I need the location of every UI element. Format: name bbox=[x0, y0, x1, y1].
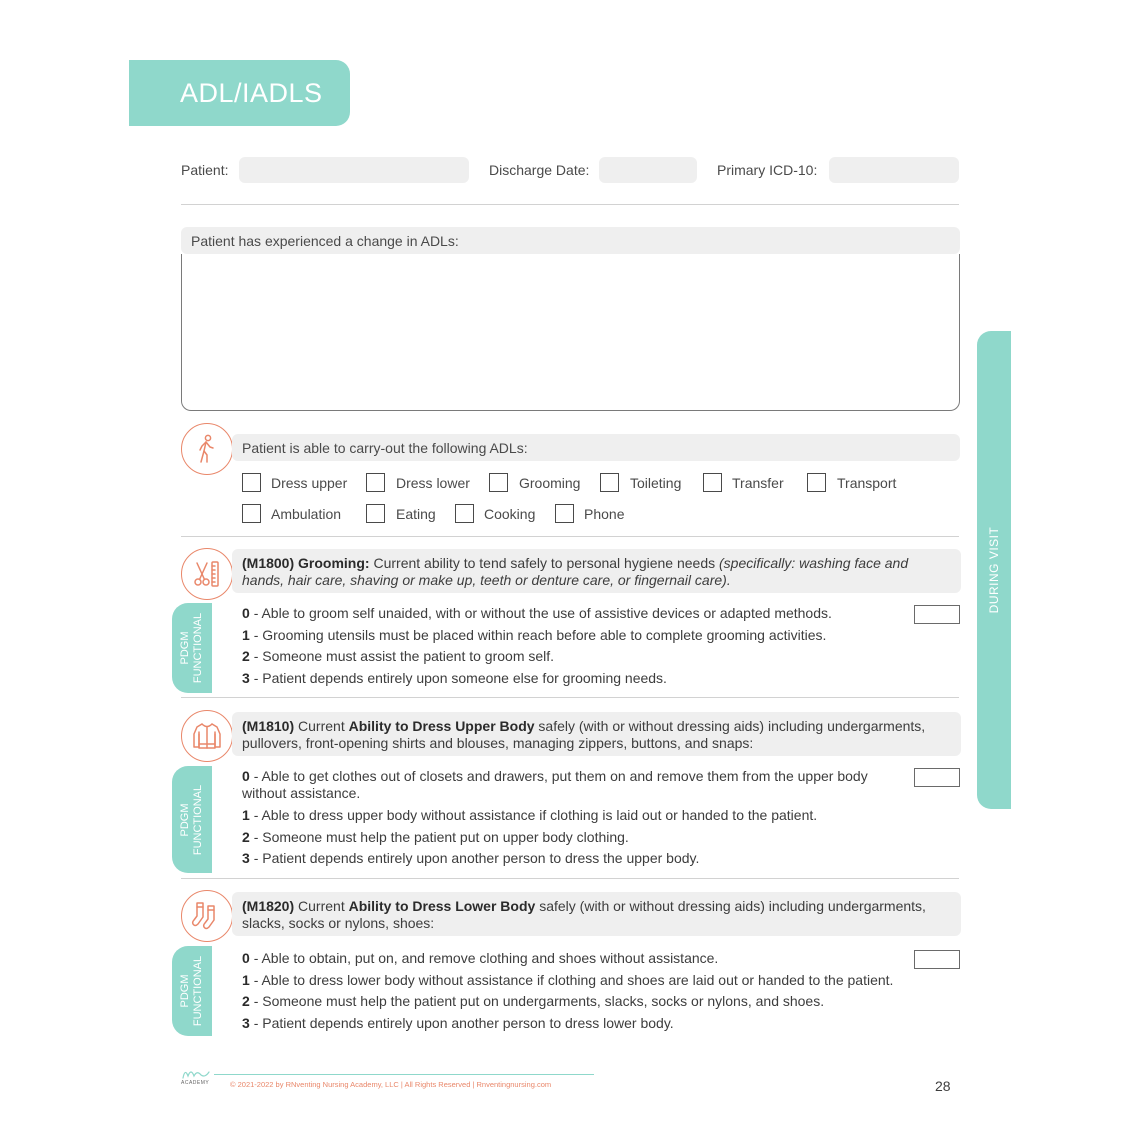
checkbox-dress-lower[interactable] bbox=[366, 473, 385, 492]
footer-rule bbox=[214, 1074, 594, 1075]
adl-change-textarea[interactable] bbox=[181, 254, 960, 411]
adl-change-header bbox=[181, 227, 960, 254]
m1820-code: (M1820) bbox=[242, 898, 295, 914]
ambulation-label: Ambulation bbox=[271, 506, 342, 522]
during-visit-label: DURING VISIT bbox=[987, 526, 1001, 614]
divider bbox=[181, 536, 959, 537]
pdgm-functional-tab bbox=[172, 766, 212, 873]
adl-change-label: Patient has experienced a change in ADLs: bbox=[191, 233, 459, 249]
m1820-option-0[interactable]: 0 - Able to obtain, put on, and remove clothing and shoes without assistance. bbox=[242, 950, 719, 966]
checkbox-cooking[interactable] bbox=[455, 504, 474, 523]
cooking-label: Cooking bbox=[484, 506, 536, 522]
m1810-option-1[interactable]: 1 - Able to dress upper body without assistance if clothing is laid out or handed to the patient. bbox=[242, 807, 818, 823]
checkbox-eating[interactable] bbox=[366, 504, 385, 523]
transfer-label: Transfer bbox=[732, 475, 784, 491]
checkbox-ambulation[interactable] bbox=[242, 504, 261, 523]
m1800-option-0[interactable]: 0 - Able to groom self unaided, with or without the use of assistive devices or adapted methods. bbox=[242, 605, 832, 621]
toileting-label: Toileting bbox=[630, 475, 682, 491]
pdgm-functional-label: PDGM FUNCTIONAL bbox=[179, 784, 204, 855]
m1800-code: (M1800) bbox=[242, 555, 295, 571]
divider bbox=[181, 204, 959, 205]
transport-label: Transport bbox=[837, 475, 897, 491]
checkbox-transfer[interactable] bbox=[703, 473, 722, 492]
dress-lower-label: Dress lower bbox=[396, 475, 470, 491]
m1810-option-0[interactable]: 0 - Able to get clothes out of closets and drawers, put them on and remove them from the upper body without assistance. bbox=[242, 768, 868, 801]
checkbox-dress-upper[interactable] bbox=[242, 473, 261, 492]
scissors-comb-icon bbox=[181, 548, 233, 600]
page-number: 28 bbox=[935, 1078, 951, 1094]
dress-upper-label: Dress upper bbox=[271, 475, 348, 491]
m1820-option-2[interactable]: 2 - Someone must help the patient put on undergarments, slacks, socks or nylons, and shoes. bbox=[242, 993, 825, 1009]
primary-icd-field[interactable] bbox=[829, 157, 959, 183]
checkbox-grooming[interactable] bbox=[489, 473, 508, 492]
m1800-option-1[interactable]: 1 - Grooming utensils must be placed within reach before able to complete grooming activities. bbox=[242, 627, 827, 643]
checkbox-transport[interactable] bbox=[807, 473, 826, 492]
logo-text: ACADEMY bbox=[181, 1080, 210, 1086]
m1820-name: Ability to Dress Lower Body bbox=[348, 898, 536, 914]
m1810-desc: safely (with or without dressing aids) including undergarments, pullovers, front-opening shirts and blouses, managing zippers, buttons, and snaps: bbox=[242, 718, 926, 751]
m1820-answer-box[interactable] bbox=[914, 950, 960, 969]
adl-carry-label: Patient is able to carry-out the following ADLs: bbox=[242, 440, 528, 456]
discharge-date-field[interactable] bbox=[599, 157, 697, 183]
phone-label: Phone bbox=[584, 506, 625, 522]
checkbox-phone[interactable] bbox=[555, 504, 574, 523]
patient-label: Patient: bbox=[181, 162, 229, 178]
pdgm-functional-tab bbox=[172, 946, 212, 1036]
primary-icd-label: Primary ICD-10: bbox=[717, 162, 818, 178]
m1820-header bbox=[232, 892, 961, 936]
checkbox-toileting[interactable] bbox=[600, 473, 619, 492]
m1820-option-3[interactable]: 3 - Patient depends entirely upon another person to dress lower body. bbox=[242, 1015, 674, 1031]
m1800-option-3[interactable]: 3 - Patient depends entirely upon someone else for grooming needs. bbox=[242, 670, 667, 686]
m1810-answer-box[interactable] bbox=[914, 768, 960, 787]
m1810-option-2[interactable]: 2 - Someone must help the patient put on upper body clothing. bbox=[242, 829, 629, 845]
m1810-question: (M1810) Current Ability to Dress Upper Body safely (with or without dressing aids) including undergarments, pullovers, front-opening shirts and blouses, managing zippers, buttons, and snaps: bbox=[242, 718, 926, 751]
pdgm-functional-tab bbox=[172, 603, 212, 693]
m1810-code: (M1810) bbox=[242, 718, 295, 734]
m1810-option-3[interactable]: 3 - Patient depends entirely upon another person to dress the upper body. bbox=[242, 850, 700, 866]
m1800-answer-box[interactable] bbox=[914, 605, 960, 624]
sweater-icon bbox=[181, 710, 233, 762]
m1800-desc: Current ability to tend safely to personal hygiene needs bbox=[373, 555, 716, 571]
page-title-tab bbox=[129, 60, 350, 126]
divider bbox=[181, 697, 959, 698]
discharge-date-label: Discharge Date: bbox=[489, 162, 590, 178]
eating-label: Eating bbox=[396, 506, 436, 522]
divider bbox=[181, 878, 959, 879]
during-visit-tab bbox=[977, 331, 1011, 809]
adl-carry-header bbox=[232, 434, 960, 461]
m1800-question bbox=[242, 555, 947, 589]
m1820-question: (M1820) Current Ability to Dress Lower Body safely (with or without dressing aids) including undergarments, slacks, socks or nylons, shoes: bbox=[242, 898, 926, 931]
m1800-option-2[interactable]: 2 - Someone must assist the patient to groom self. bbox=[242, 648, 555, 664]
academy-logo bbox=[181, 1066, 211, 1084]
m1810-name: Ability to Dress Upper Body bbox=[348, 718, 535, 734]
m1820-desc: safely (with or without dressing aids) including undergarments, slacks, socks or nylons, shoes: bbox=[242, 898, 926, 931]
page-title: ADL/IADLS bbox=[180, 78, 323, 108]
m1800-header bbox=[232, 549, 961, 593]
footer-copyright: © 2021-2022 by RNventing Nursing Academy, LLC | All Rights Reserved | Rnventingnursing.com bbox=[230, 1080, 552, 1089]
patient-field[interactable] bbox=[239, 157, 469, 183]
m1810-header bbox=[232, 712, 961, 756]
socks-icon bbox=[181, 890, 233, 942]
m1820-option-1[interactable]: 1 - Able to dress lower body without assistance if clothing and shoes are laid out or handed to the patient. bbox=[242, 972, 894, 988]
pdgm-functional-label: PDGM FUNCTIONAL bbox=[179, 612, 204, 684]
m1800-desc-italic: (specifically: washing face and hands, hair care, shaving or make up, teeth or denture care, or fingernail care). bbox=[242, 555, 909, 588]
grooming-label: Grooming bbox=[519, 475, 581, 491]
pdgm-functional-label: PDGM FUNCTIONAL bbox=[179, 955, 204, 1027]
walking-person-icon bbox=[181, 423, 233, 475]
m1800-name: Grooming: bbox=[298, 555, 370, 571]
